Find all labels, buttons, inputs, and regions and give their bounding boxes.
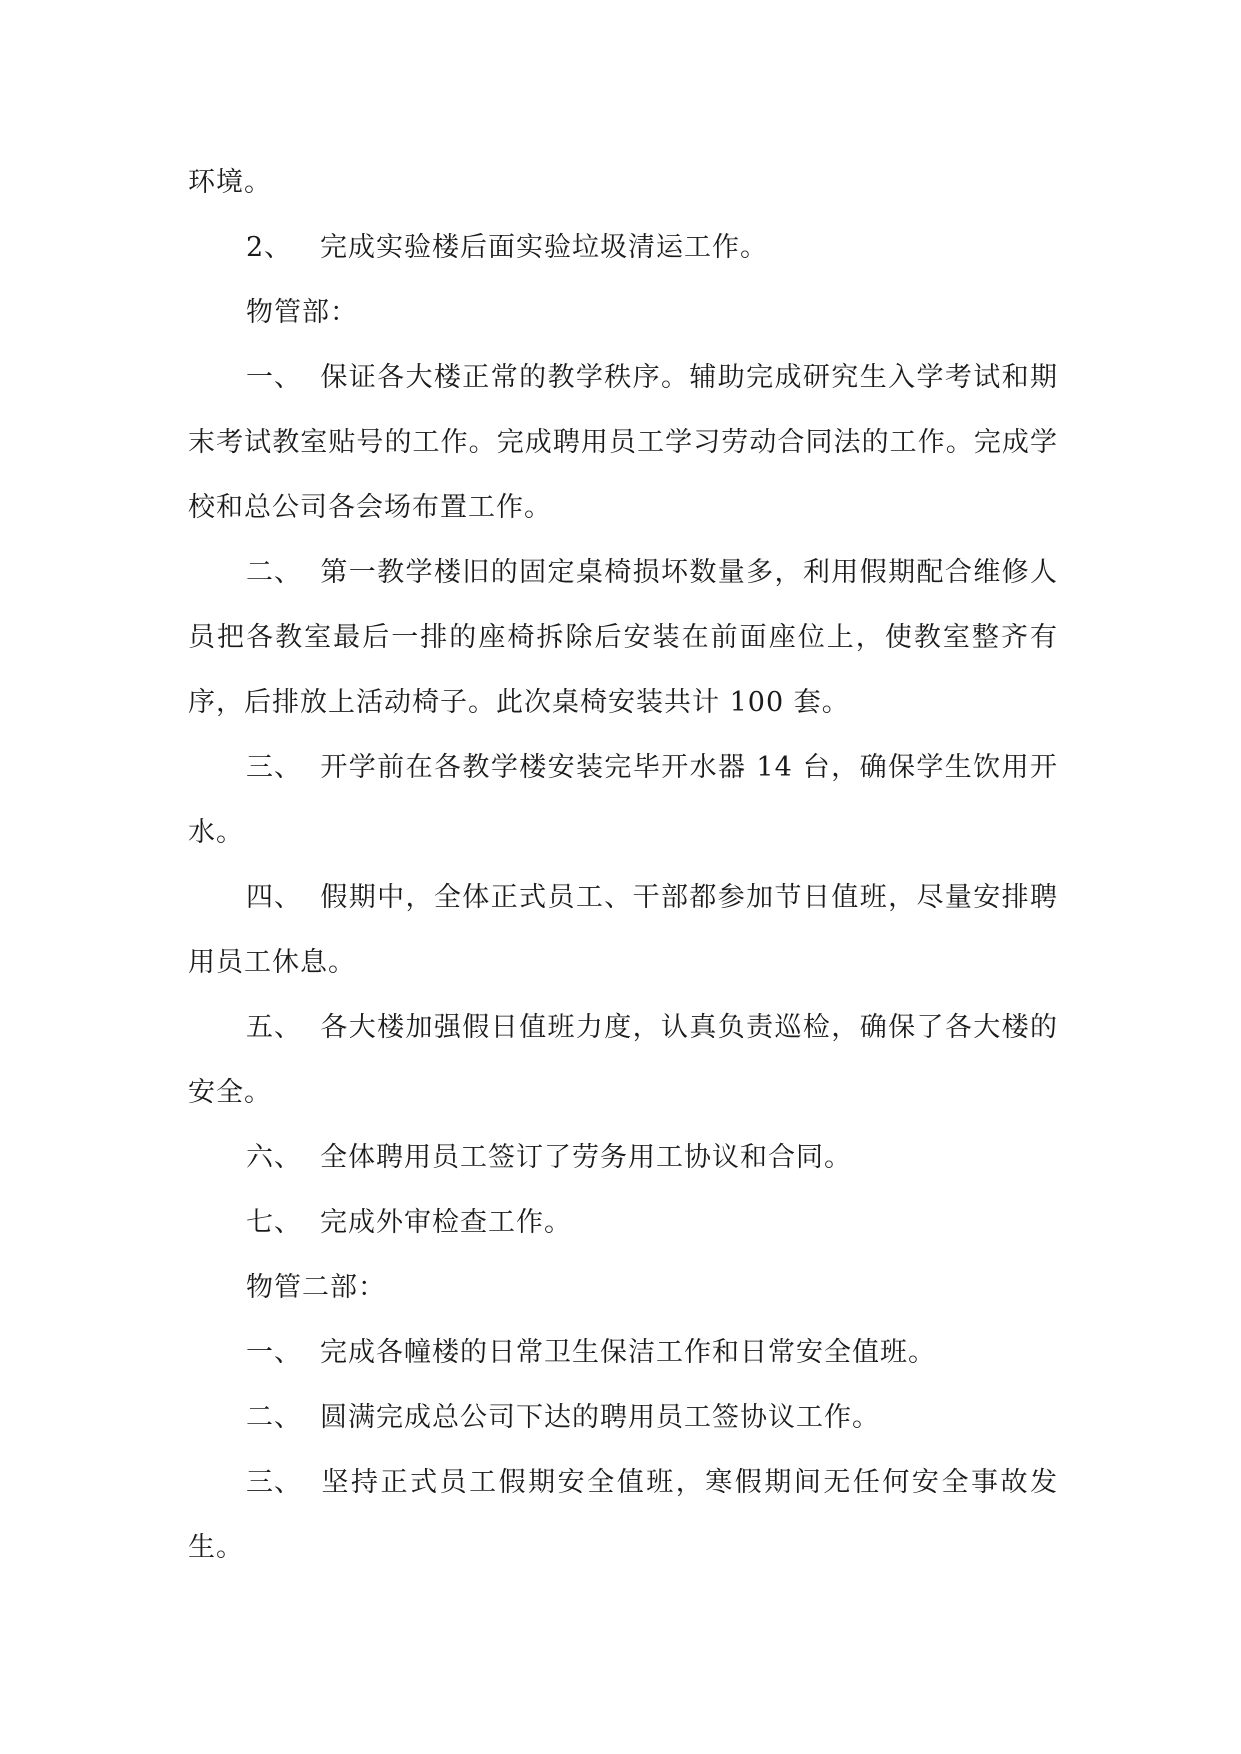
paragraph-13 bbox=[188, 1385, 1058, 1450]
paragraph-text: 圆满完成总公司下达的聘用员工签协议工作。 bbox=[320, 1402, 880, 1433]
item-number: 三、 bbox=[246, 752, 302, 783]
paragraph-text: 完成实验楼后面实验垃圾清运工作。 bbox=[320, 232, 768, 263]
document-body bbox=[188, 150, 1058, 1580]
paragraph-1 bbox=[188, 150, 1058, 215]
item-number: 七、 bbox=[246, 1207, 302, 1238]
item-number: 二、 bbox=[246, 1402, 302, 1433]
paragraph-text: 坚持正式员工假期安全值班，寒假期间无任何安全事故发生。 bbox=[188, 1467, 1058, 1563]
paragraph-7 bbox=[188, 865, 1058, 995]
item-number: 二、 bbox=[246, 557, 302, 588]
paragraph-text: 完成各幢楼的日常卫生保洁工作和日常安全值班。 bbox=[320, 1337, 936, 1368]
paragraph-2 bbox=[188, 215, 1058, 280]
paragraph-8 bbox=[188, 995, 1058, 1125]
paragraph-text: 假期中，全体正式员工、干部都参加节日值班，尽量安排聘用员工休息。 bbox=[188, 882, 1058, 978]
paragraph-5 bbox=[188, 540, 1058, 735]
paragraph-text: 开学前在各教学楼安装完毕开水器 14 台，确保学生饮用开水。 bbox=[188, 752, 1058, 848]
paragraph-text: 全体聘用员工签订了劳务用工协议和合同。 bbox=[320, 1142, 852, 1173]
paragraph-6 bbox=[188, 735, 1058, 865]
item-number: 2、 bbox=[246, 232, 293, 263]
paragraph-text: 保证各大楼正常的教学秩序。辅助完成研究生入学考试和期末考试教室贴号的工作。完成聘用员工学习劳动合同法的工作。完成学校和总公司各会场布置工作。 bbox=[188, 362, 1058, 523]
section-heading-text: 物管二部： bbox=[246, 1272, 386, 1303]
section-heading-text: 物管部： bbox=[246, 297, 358, 328]
item-number: 一、 bbox=[246, 362, 302, 393]
paragraph-text: 第一教学楼旧的固定桌椅损坏数量多，利用假期配合维修人员把各教室最后一排的座椅拆除后安装在前面座位上，使教室整齐有序，后排放上活动椅子。此次桌椅安装共计 100 套。 bbox=[188, 557, 1058, 718]
paragraph-12 bbox=[188, 1320, 1058, 1385]
paragraph-text: 各大楼加强假日值班力度，认真负责巡检，确保了各大楼的安全。 bbox=[188, 1012, 1058, 1108]
section-heading-wuguan-2 bbox=[188, 1255, 1058, 1320]
item-number: 六、 bbox=[246, 1142, 302, 1173]
item-number: 三、 bbox=[246, 1467, 302, 1498]
item-number: 一、 bbox=[246, 1337, 302, 1368]
paragraph-9 bbox=[188, 1125, 1058, 1190]
section-heading-wuguan bbox=[188, 280, 1058, 345]
paragraph-14 bbox=[188, 1450, 1058, 1580]
item-number: 五、 bbox=[246, 1012, 302, 1043]
paragraph-10 bbox=[188, 1190, 1058, 1255]
item-number: 四、 bbox=[246, 882, 302, 913]
paragraph-text: 环境。 bbox=[188, 167, 272, 198]
paragraph-4 bbox=[188, 345, 1058, 540]
paragraph-text: 完成外审检查工作。 bbox=[320, 1207, 572, 1238]
